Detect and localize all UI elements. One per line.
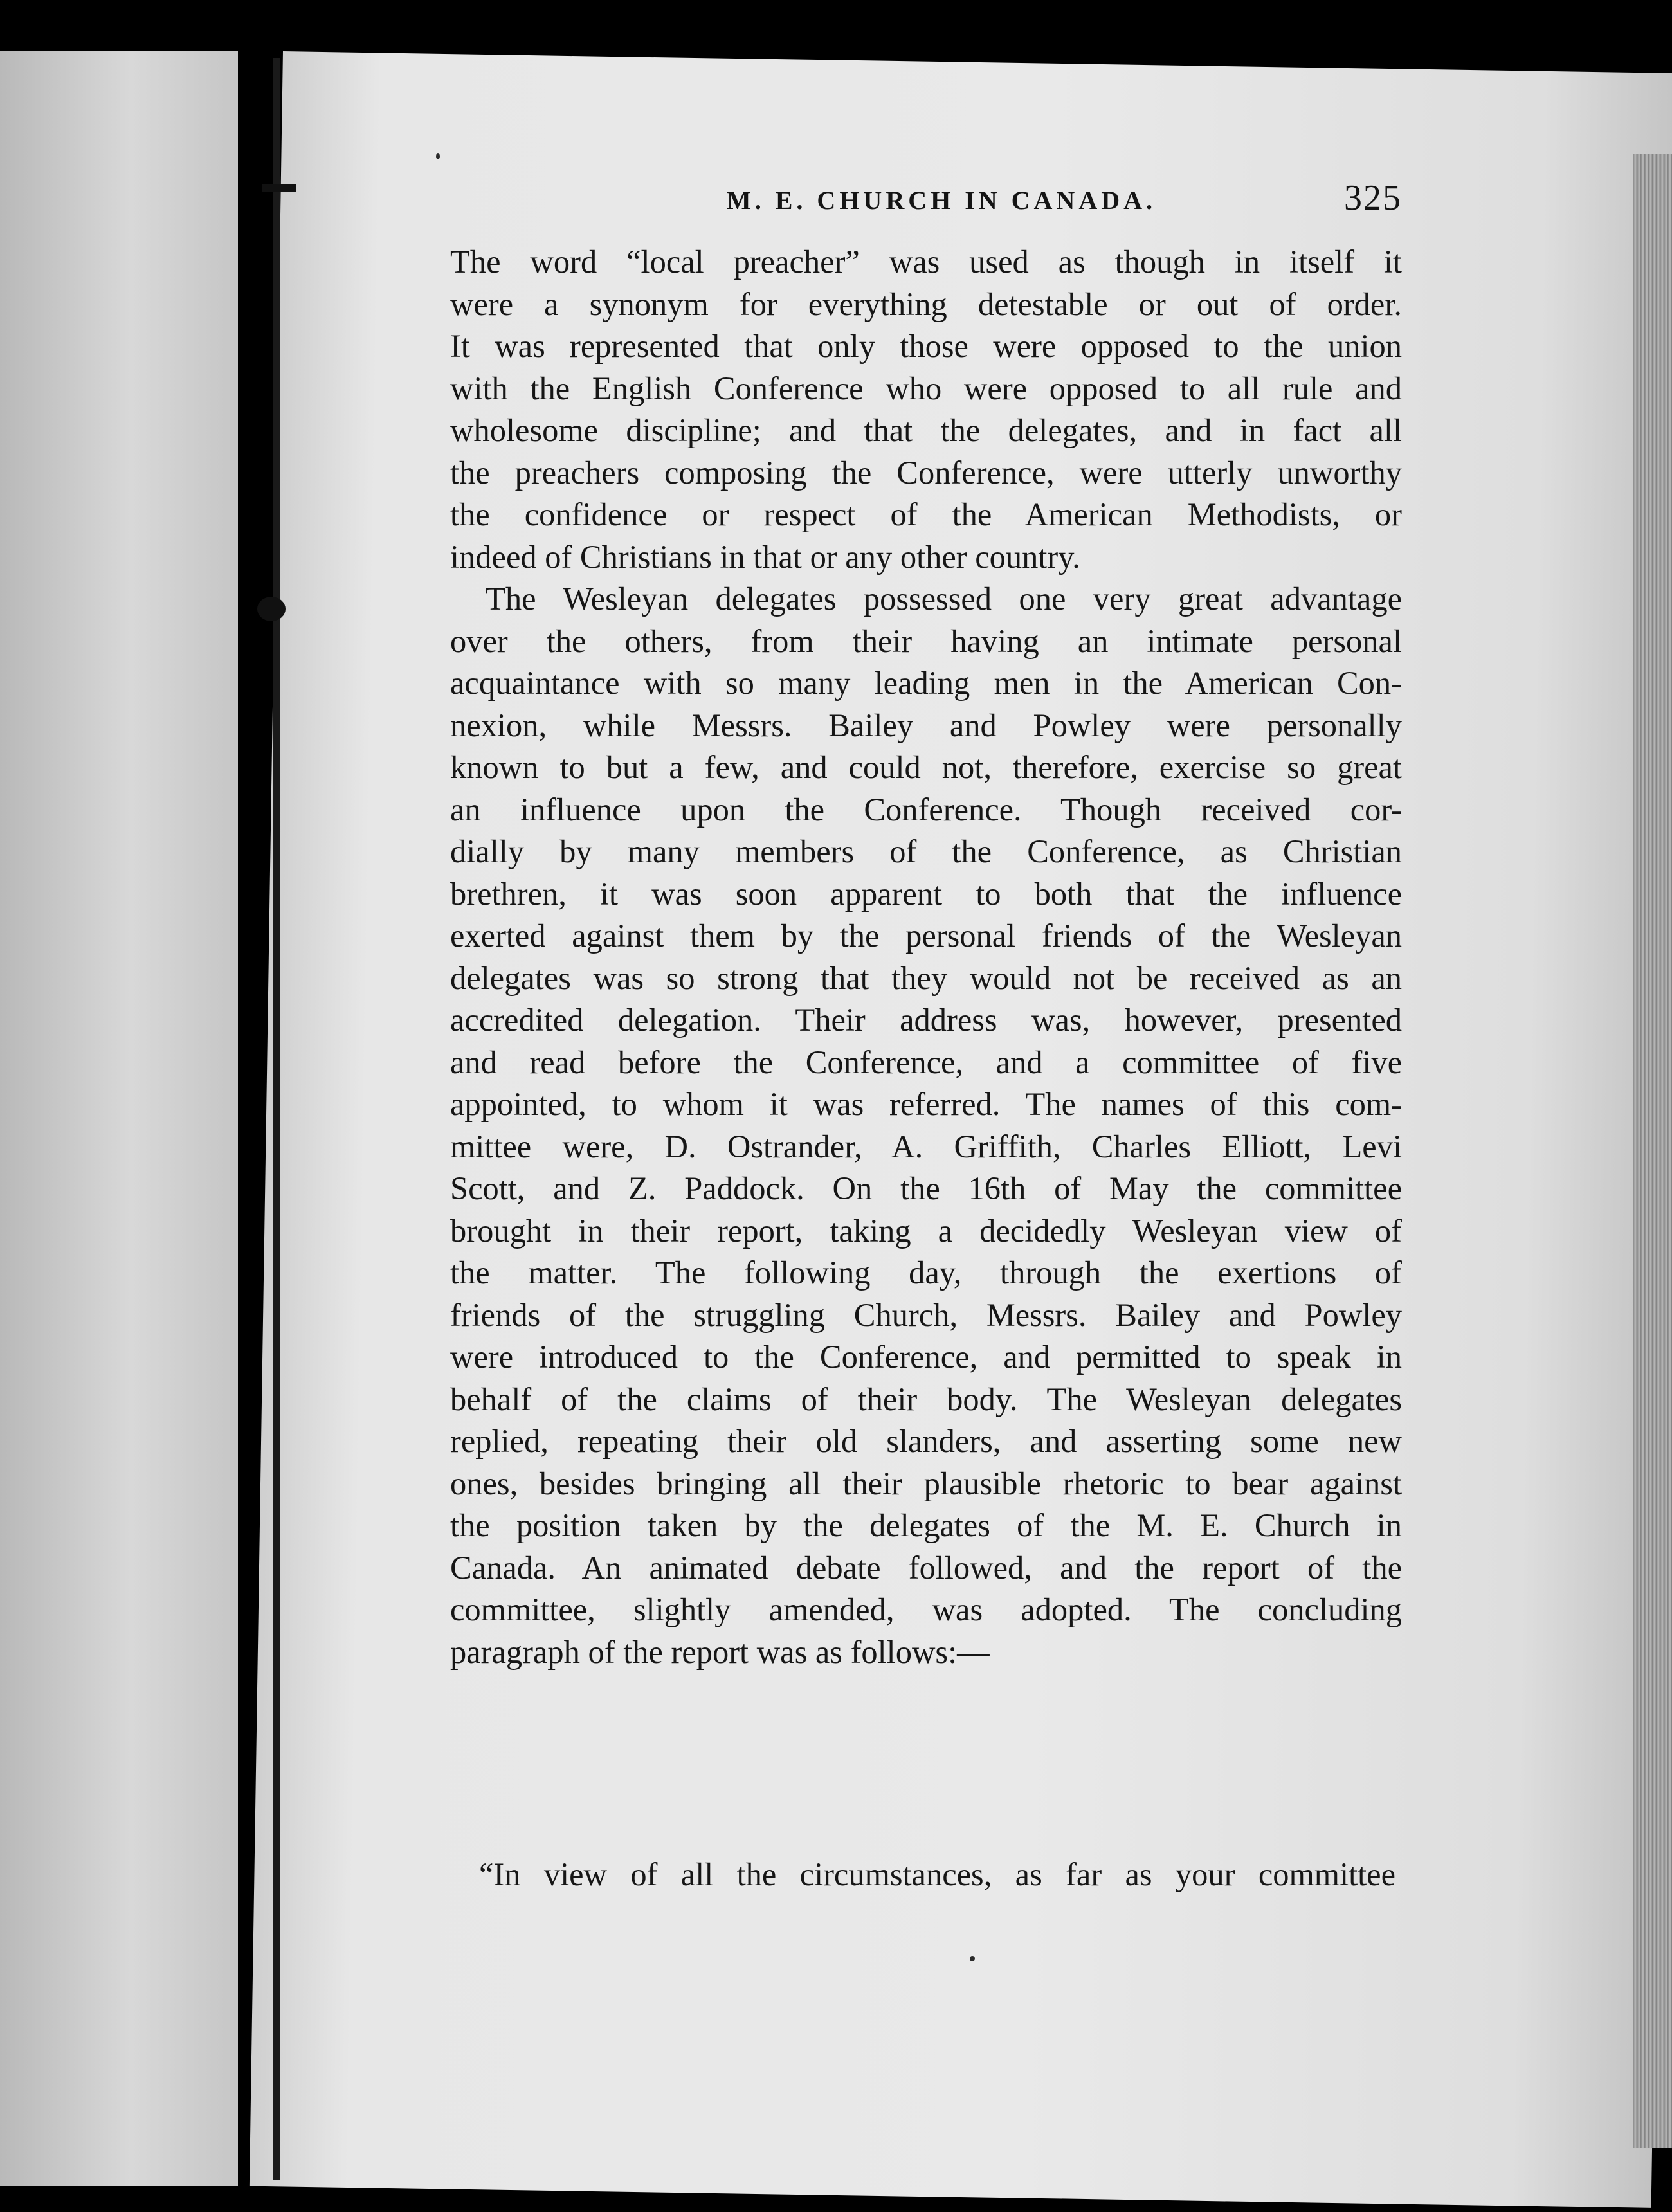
binding-gutter (273, 58, 280, 2180)
text-line: exerted against them by the personal friends of the Wesleyan (450, 918, 1402, 954)
text-line: Scott, and Z. Paddock. On the 16th of May the committee (450, 1170, 1402, 1206)
binding-thread-mark (262, 184, 296, 192)
text-line: acquaintance with so many leading men in the American Con- (450, 665, 1402, 701)
text-line: known to but a few, and could not, therefore, exercise so great (450, 749, 1402, 785)
scan-speck (436, 153, 440, 159)
scan-speck (970, 1956, 975, 1961)
text-line: Canada. An animated debate followed, and the report of the (450, 1549, 1402, 1586)
text-line: mittee were, D. Ostrander, A. Griffith, Charles Elliott, Levi (450, 1128, 1402, 1165)
text-line: the confidence or respect of the American Methodists, or (450, 496, 1402, 532)
text-line: brethren, it was soon apparent to both that the influence (450, 875, 1402, 912)
text-line: the matter. The following day, through the exertions of (450, 1255, 1402, 1291)
text-line: ones, besides bringing all their plausible rhetoric to bear against (450, 1465, 1402, 1501)
text-line: paragraph of the report was as follows:— (450, 1633, 990, 1670)
text-line: appointed, to whom it was referred. The names of this com- (450, 1086, 1402, 1122)
text-line: with the English Conference who were opposed to all rule and (450, 370, 1402, 406)
text-line: were a synonym for everything detestable or out of order. (450, 286, 1402, 322)
text-line: accredited delegation. Their address was, however, presented (450, 1002, 1402, 1038)
body-text (450, 241, 1402, 1673)
text-line: brought in their report, taking a decidedly Wesleyan view of (450, 1212, 1402, 1249)
text-line: the preachers composing the Conference, were utterly unworthy (450, 454, 1402, 491)
page-number: 325 (1344, 178, 1402, 218)
text-line: dially by many members of the Conference, as Christian (450, 833, 1402, 869)
running-title: M. E. CHURCH IN CANADA. (727, 186, 1156, 215)
binding-thread-knot (257, 597, 286, 621)
text-line: nexion, while Messrs. Bailey and Powley were personally (450, 707, 1402, 743)
text-line: and read before the Conference, and a committee of five (450, 1044, 1402, 1080)
text-line: wholesome discipline; and that the delegates, and in fact all (450, 412, 1402, 448)
text-line: delegates was so strong that they would not be received as an (450, 959, 1402, 996)
text-line: The Wesleyan delegates possessed one very great advantage (486, 581, 1402, 617)
text-line: friends of the struggling Church, Messrs. Bailey and Powley (450, 1296, 1402, 1333)
text-line: over the others, from their having an intimate personal (450, 622, 1402, 659)
previous-page-fragment (0, 51, 238, 2186)
text-line: committee, slightly amended, was adopted. The concluding (450, 1591, 1402, 1627)
text-line: indeed of Christians in that or any other country. (450, 538, 1080, 575)
text-line: the position taken by the delegates of the M. E. Church in (450, 1507, 1402, 1543)
text-line: The word “local preacher” was used as though in itself it (450, 244, 1402, 280)
page-edge-stack (1633, 154, 1672, 2148)
quoted-report-opening: “In view of all the circumstances, as far as your committee (479, 1856, 1395, 1892)
text-line: behalf of the claims of their body. The Wesleyan delegates (450, 1381, 1402, 1417)
text-line: It was represented that only those were opposed to the union (450, 328, 1402, 364)
text-line: were introduced to the Conference, and permitted to speak in (450, 1339, 1402, 1375)
text-line: an influence upon the Conference. Though received cor- (450, 791, 1402, 828)
text-line: replied, repeating their old slanders, and asserting some new (450, 1423, 1402, 1459)
